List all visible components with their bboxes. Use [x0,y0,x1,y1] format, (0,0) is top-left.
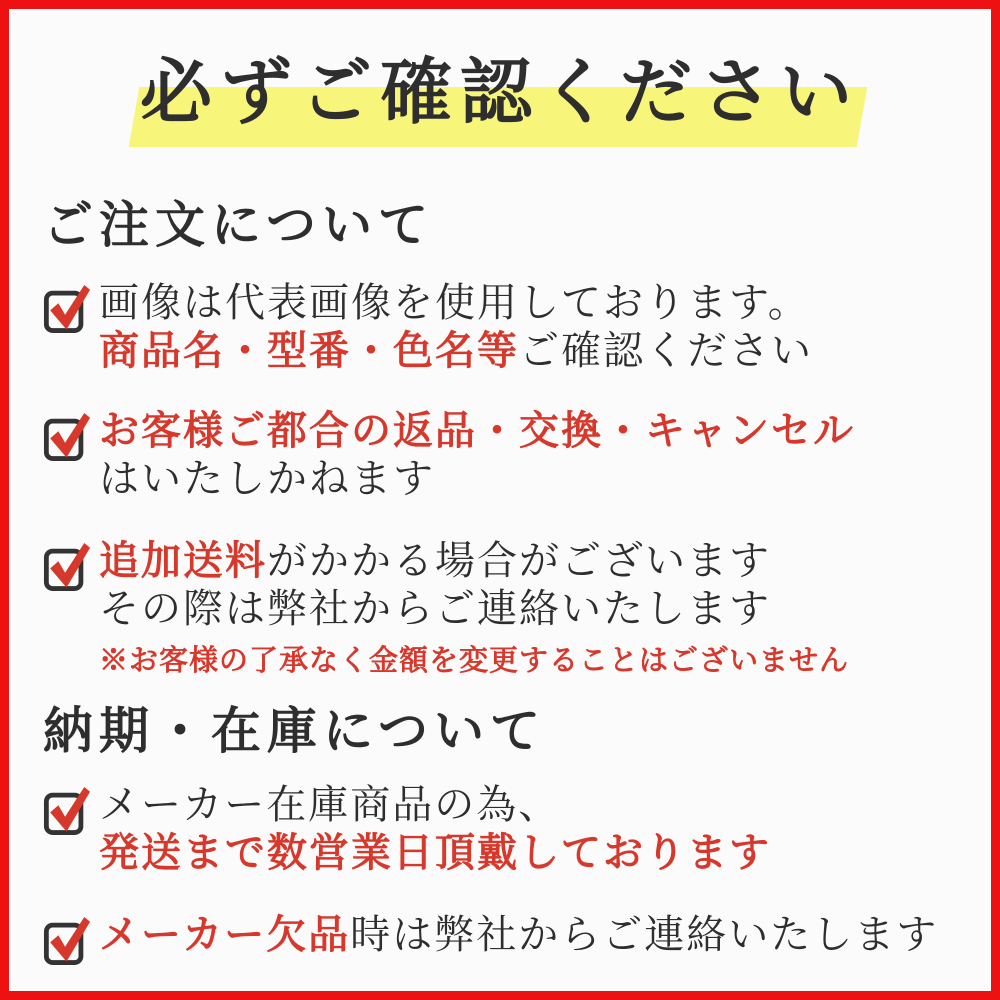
item-text [99,537,849,679]
page-title [140,43,860,143]
item2-line1-red: お客様ご都合の返品・交換・キャンセル [99,408,855,453]
item2-line2-black: はいたしかねます [99,456,435,501]
checklist-item-no-returns [43,407,971,503]
checklist-item-representative-image [43,279,971,375]
checkbox-checked-icon [43,409,91,463]
item4-line2-red: 発送まで数営業日頂戴しております [99,830,771,875]
item1-line2-red: 商品名・型番・色名等 [99,328,519,373]
checkbox-checked-icon [43,913,91,967]
checklist-item-maker-stock [43,781,971,877]
item1-line2-black: ご確認ください [519,328,813,373]
checklist-item-extra-shipping [43,537,971,679]
item3-note: ※お客様の了承なく金額を変更することはございません [99,645,850,677]
item3-line1-black: がかかる場合がございます [267,538,771,583]
item5-line1-black: 時は弊社からご連絡いたします [350,912,939,957]
item-text [99,911,938,959]
item-text [99,279,813,375]
checklist-item-maker-outofstock [43,911,971,967]
checkbox-checked-icon [43,783,91,837]
item5-line1-red: メーカー欠品 [99,912,351,957]
title-row [9,43,991,153]
checkbox-checked-icon [43,539,91,593]
item3-line2-black: その際は弊社からご連絡いたします [99,586,771,631]
checkbox-checked-icon [43,281,91,335]
item1-line1: 画像は代表画像を使用しております。 [99,280,810,325]
item4-line1-black: メーカー在庫商品の為、 [99,782,561,827]
item-text [99,781,771,877]
section-heading-stock: 納期・在庫について [43,703,546,759]
item3-line1-red: 追加送料 [99,538,267,583]
item-text [99,407,855,503]
page-title-text: 必ずご確認ください [139,53,860,133]
section-heading-order: ご注文について [43,197,434,253]
